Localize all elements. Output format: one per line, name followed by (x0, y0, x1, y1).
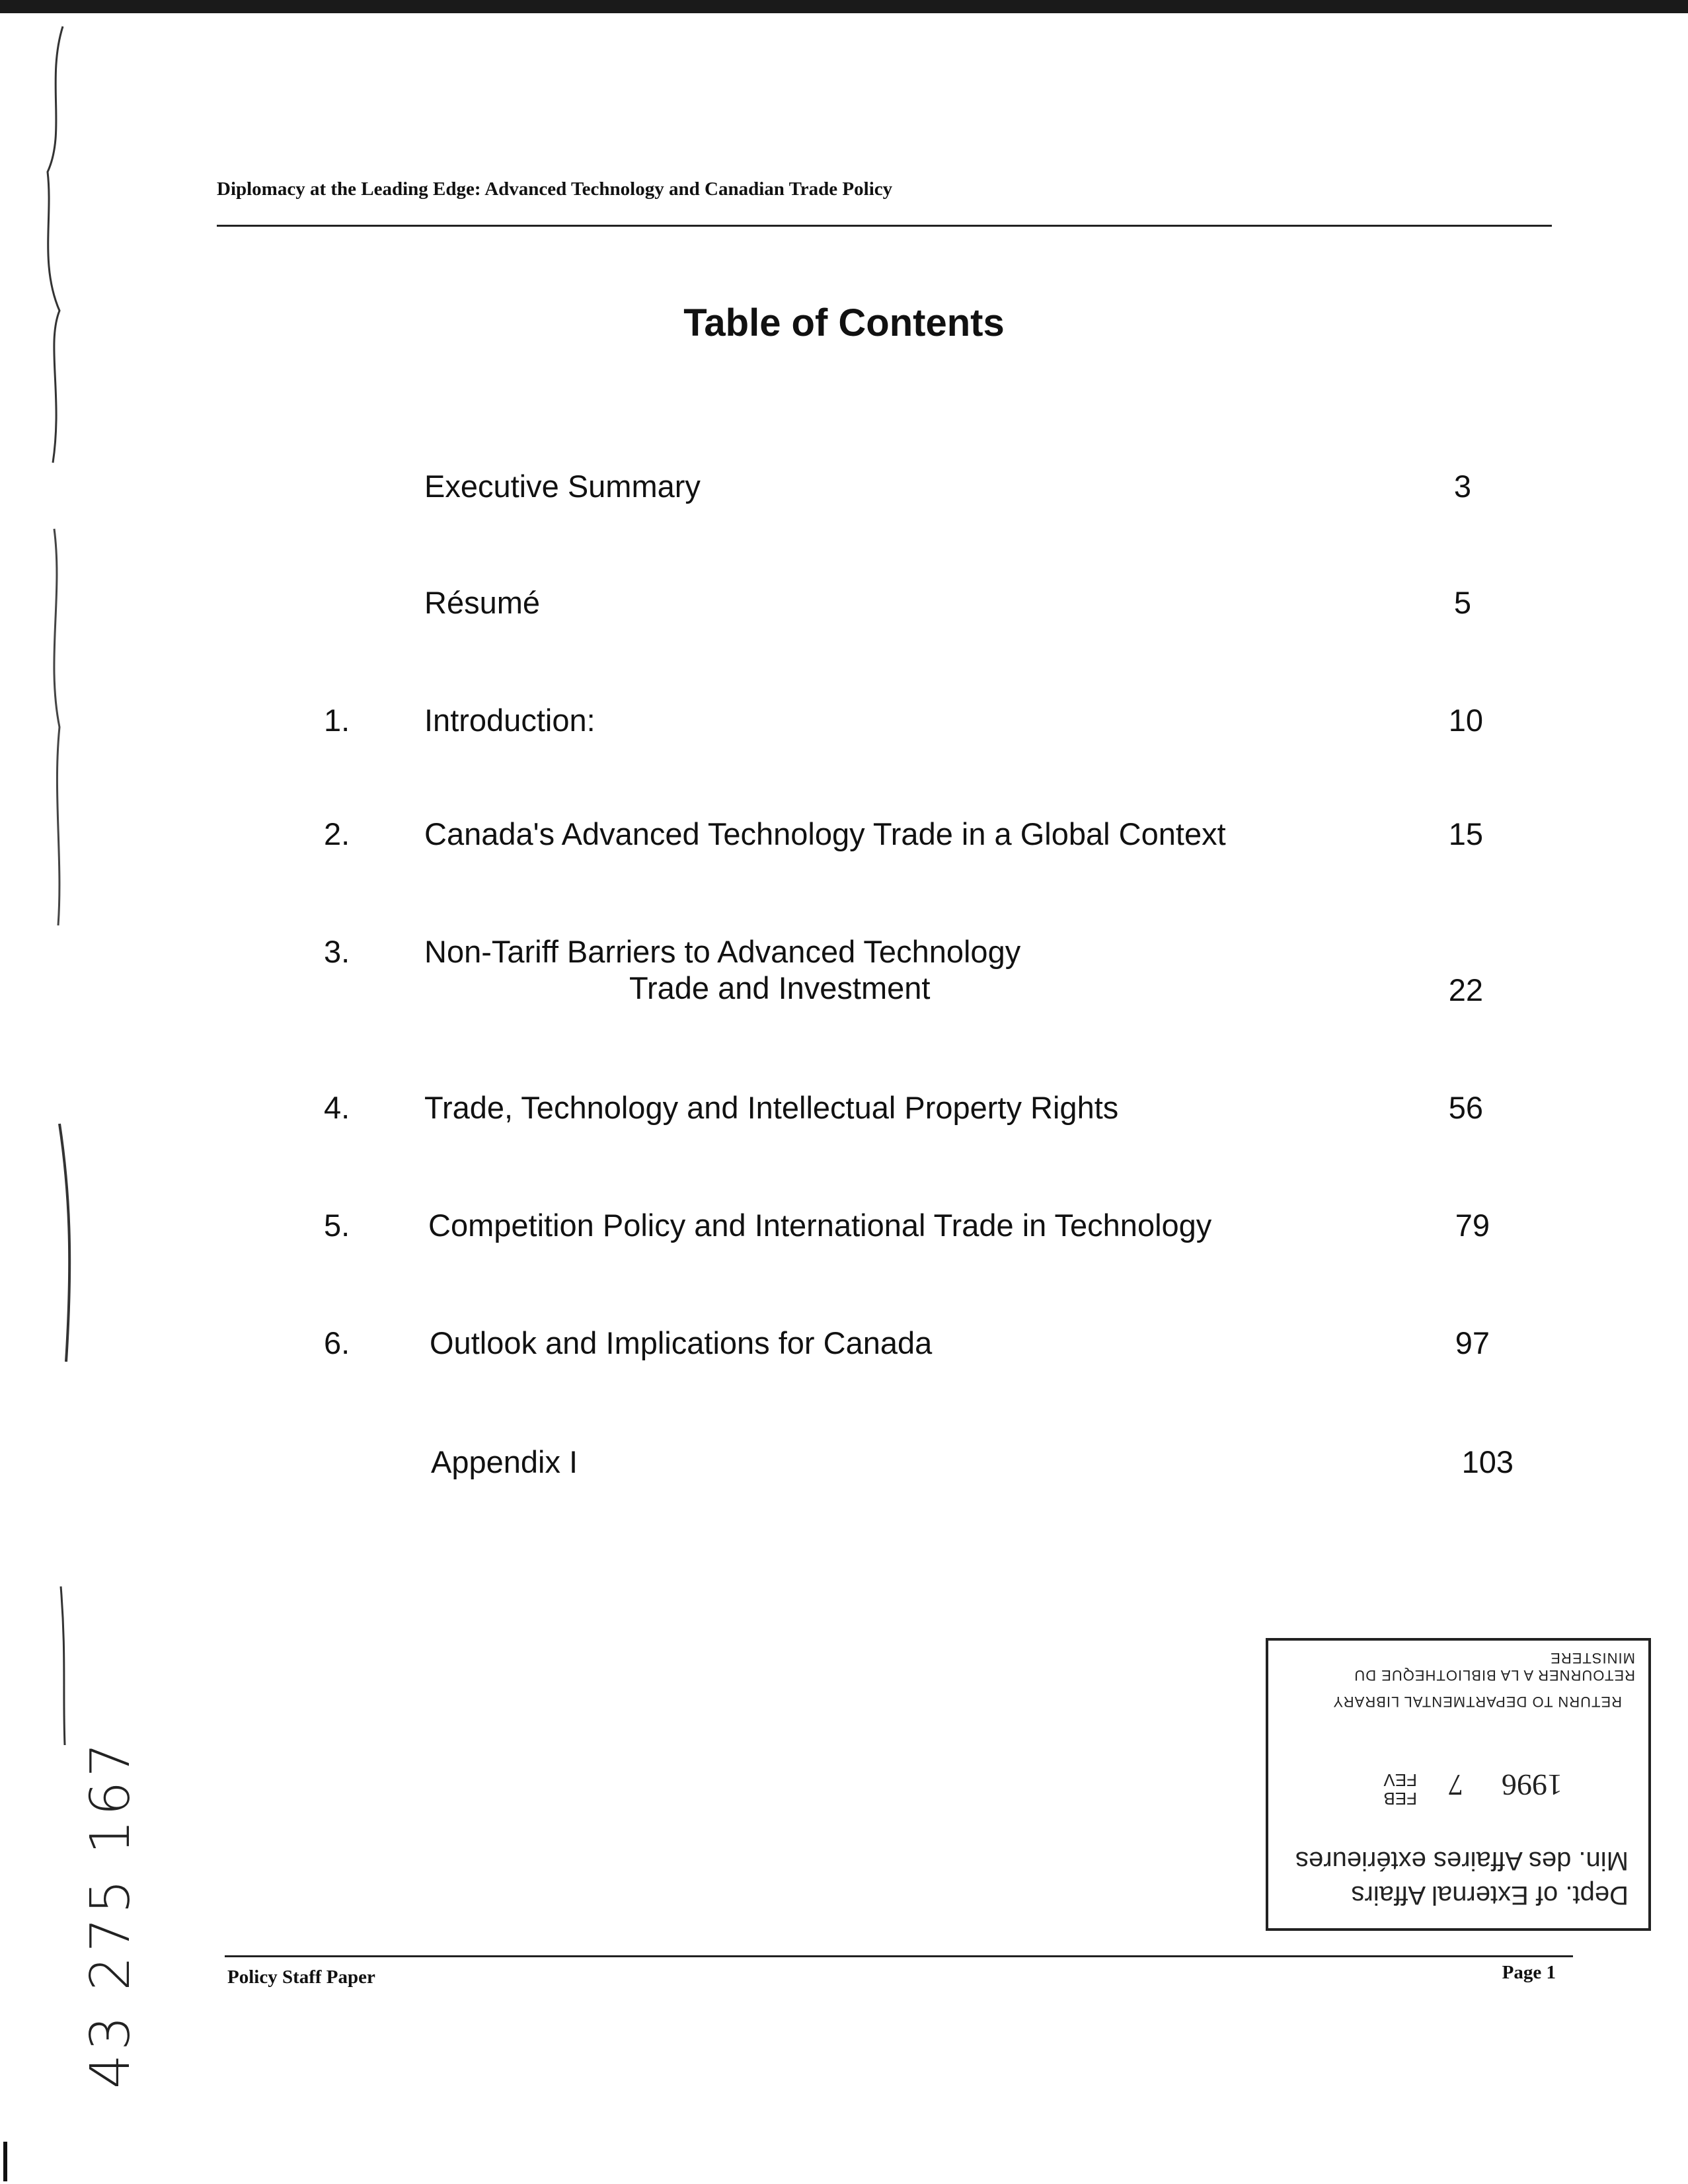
toc-entry-label: Trade, Technology and Intellectual Property Rights (424, 1090, 1119, 1125)
toc-entry-label: Appendix I (431, 1444, 578, 1479)
toc-entry-competition-policy[interactable] (0, 1207, 1688, 1273)
toc-entry-number: 6. (324, 1325, 350, 1360)
toc-entry-number: 4. (324, 1090, 350, 1125)
stamp-line-retourner: RETOURNER A LA BIBLIOTHEQUE DU MINISTERE (1354, 1650, 1635, 1684)
toc-entry-page: 22 (1448, 972, 1483, 1007)
toc-entry-page: 3 (1453, 469, 1471, 504)
stamp-month-en: FEB (1383, 1789, 1417, 1809)
toc-entry-ip-rights[interactable] (0, 1089, 1688, 1155)
page-number: Page 1 (1502, 1962, 1556, 1983)
running-header: Diplomacy at the Leading Edge: Advanced Technology and Canadian Trade Policy (217, 178, 893, 200)
toc-entry-number: 2. (324, 816, 350, 851)
toc-entry-label (424, 933, 1020, 1006)
toc-entry-label: Canada's Advanced Technology Trade in a Global Context (424, 816, 1226, 851)
toc-entry-executive-summary[interactable] (0, 468, 1688, 534)
header-rule (217, 225, 1552, 227)
toc-entry-label: Résumé (424, 585, 541, 620)
stamp-day: 7 (1448, 1768, 1463, 1802)
stamp-month (1383, 1771, 1417, 1808)
toc-entry-page: 103 (1461, 1444, 1514, 1479)
footer-rule (225, 1955, 1573, 1957)
toc-entry-introduction[interactable] (0, 702, 1688, 768)
toc-entry-page: 15 (1448, 816, 1483, 851)
toc-entry-label: Executive Summary (424, 469, 701, 504)
toc-entry-page: 97 (1455, 1325, 1490, 1360)
stamp-month-fr: FEV (1383, 1770, 1417, 1790)
toc-entry-appendix[interactable] (0, 1444, 1688, 1510)
stamp-line-return: RETURN TO DEPARTMENTAL LIBRARY (1332, 1694, 1622, 1710)
toc-entry-global-context[interactable] (0, 816, 1688, 882)
footer-left-text: Policy Staff Paper (227, 1967, 375, 1988)
library-stamp (1266, 1638, 1651, 1931)
toc-entry-number: 1. (324, 703, 350, 738)
stamp-year: 1996 (1502, 1768, 1562, 1802)
handwritten-number: 43 275 167 (79, 1738, 142, 2089)
toc-entry-number: 5. (324, 1208, 350, 1243)
page-title: Table of Contents (683, 301, 1005, 344)
toc-entry-number: 3. (324, 934, 350, 969)
toc-entry-label: Competition Policy and International Trade in Technology (428, 1208, 1212, 1243)
toc-entry-label-line2: Trade and Investment (629, 970, 931, 1005)
stamp-line-dept: Dept. of External Affairs (1351, 1881, 1629, 1910)
toc-entry-outlook[interactable] (0, 1325, 1688, 1391)
scan-top-edge (0, 0, 1688, 13)
toc-entry-resume[interactable] (0, 584, 1688, 650)
toc-entry-label: Introduction: (424, 703, 595, 738)
toc-entry-page: 79 (1455, 1208, 1490, 1243)
stamp-line-min: Min. des Affaires extérieures (1295, 1846, 1629, 1875)
toc-entry-page: 10 (1448, 703, 1483, 738)
toc-entry-page: 56 (1448, 1090, 1483, 1125)
toc-entry-non-tariff-barriers[interactable] (0, 933, 1688, 1039)
toc-entry-label-line1: Non-Tariff Barriers to Advanced Technology (424, 934, 1021, 969)
toc-entry-label: Outlook and Implications for Canada (430, 1325, 933, 1360)
toc-entry-page: 5 (1453, 585, 1471, 620)
